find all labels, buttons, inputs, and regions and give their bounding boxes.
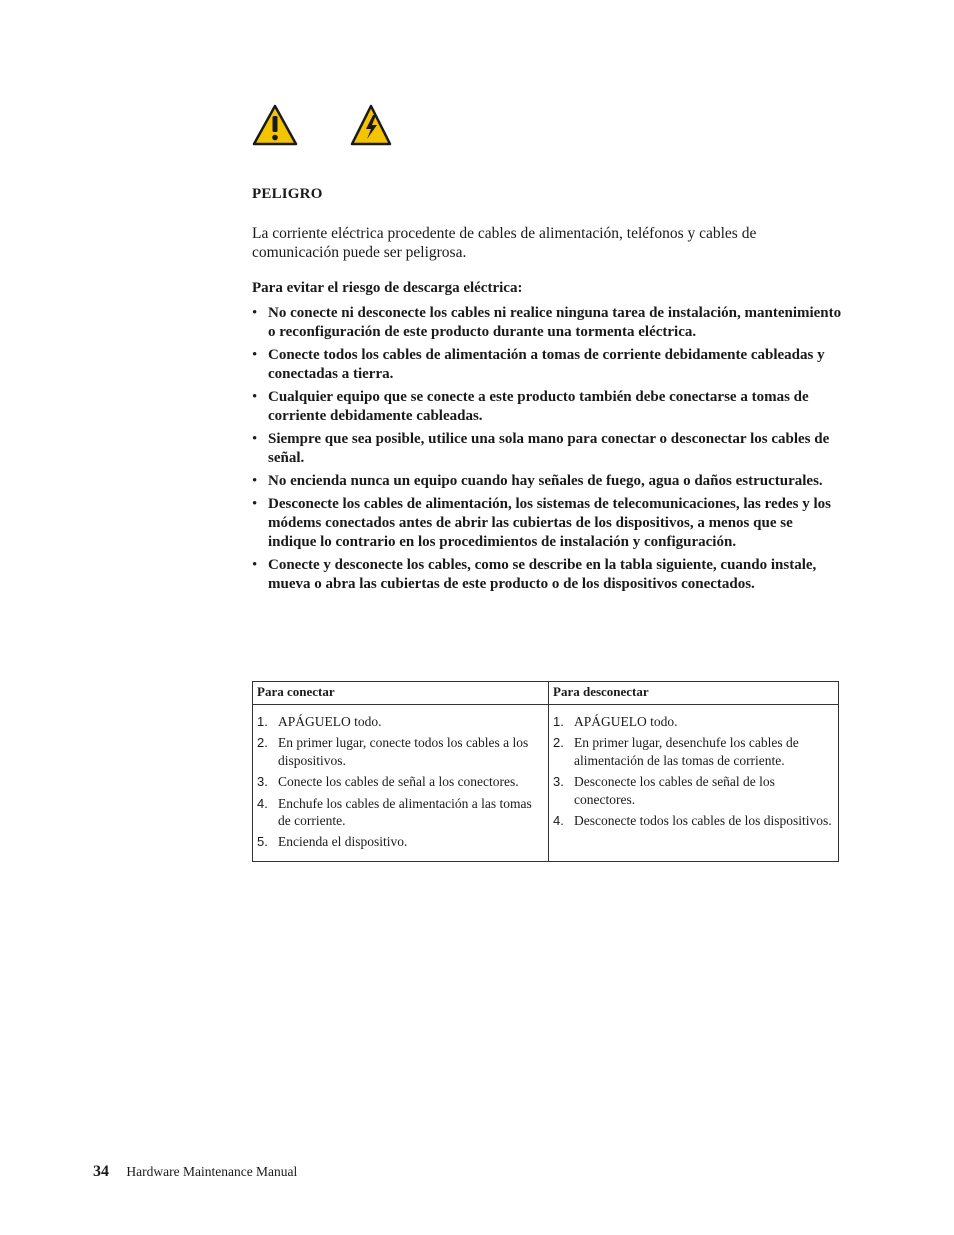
list-item: 1. APÁGUELO todo. <box>553 714 678 729</box>
list-item: • Conecte todos los cables de alimentación a tomas de corriente debidamente cableadas y conectadas a tierra. <box>252 346 825 382</box>
list-item: 5. Encienda el dispositivo. <box>257 834 408 850</box>
bullet-icon: • <box>252 305 258 321</box>
list-item: 2. En primer lugar, conecte todos los cables a los dispositivos. <box>257 735 529 768</box>
electrical-hazard-icon <box>350 104 392 146</box>
bullet-icon: • <box>252 346 258 363</box>
page-footer <box>93 1163 297 1181</box>
table-header-disconnect: Para desconectar <box>549 682 839 705</box>
bullet-icon: • <box>252 496 258 513</box>
list-item: • No conecte ni desconecte los cables ni realice ninguna tarea de instalación, mantenimiento o reconfiguración de este producto durante una tormenta eléctrica. <box>252 305 842 340</box>
list-item: 4. Enchufe los cables de alimentación a las tomas de corriente. <box>257 795 532 829</box>
danger-title: PELIGRO <box>252 186 323 202</box>
bullet-icon: • <box>252 388 258 405</box>
caution-icon <box>252 104 298 146</box>
disconnect-steps-list <box>553 713 834 829</box>
list-item: • Siempre que sea posible, utilice una sola mano para conectar o desconectar los cables de señal. <box>252 430 830 466</box>
danger-intro: La corriente eléctrica procedente de cables de alimentación, teléfonos y cables de comunicación puede ser peligrosa. <box>252 225 757 261</box>
list-item: • Cualquier equipo que se conecte a este producto también debe conectarse a tomas de corriente debidamente cableadas. <box>252 388 809 424</box>
connect-steps-list <box>257 713 544 851</box>
list-item: 2. En primer lugar, desenchufe los cables de alimentación de las tomas de corriente. <box>553 735 799 768</box>
page-number: 34 <box>93 1163 109 1180</box>
safety-bullet-list <box>252 304 844 598</box>
hazard-icons <box>252 104 402 148</box>
table-header-connect: Para conectar <box>253 682 549 705</box>
manual-title: Hardware Maintenance Manual <box>126 1164 298 1179</box>
connect-disconnect-table <box>252 681 839 862</box>
list-item: • Conecte y desconecte los cables, como se describe en la tabla siguiente, cuando instale, mueva o abra las cubiertas de este producto o de los dispositivos conectados. <box>252 556 817 592</box>
connect-steps-cell <box>253 705 549 862</box>
list-item: 1. APÁGUELO todo. <box>257 714 382 729</box>
list-item: • No encienda nunca un equipo cuando hay señales de fuego, agua o daños estructurales. <box>252 472 823 489</box>
disconnect-steps-cell <box>549 705 839 862</box>
list-item: 4. Desconecte todos los cables de los dispositivos. <box>553 813 832 829</box>
bullet-icon: • <box>252 430 258 447</box>
bullet-icon: • <box>252 472 258 489</box>
table-row <box>253 705 839 862</box>
list-item: 3. Desconecte los cables de señal de los conectores. <box>553 774 775 807</box>
table-header-row <box>253 682 839 705</box>
avoid-heading: Para evitar el riesgo de descarga eléctrica: <box>252 280 523 296</box>
list-item: • Desconecte los cables de alimentación, los sistemas de telecomunicaciones, las redes y los módems conectados antes de abrir las cubiertas de los dispositivos, a menos que se indique lo contrario en los procedimientos de instalación y configuración. <box>252 496 831 550</box>
bullet-icon: • <box>252 556 258 573</box>
list-item: 3. Conecte los cables de señal a los conectores. <box>257 774 519 790</box>
